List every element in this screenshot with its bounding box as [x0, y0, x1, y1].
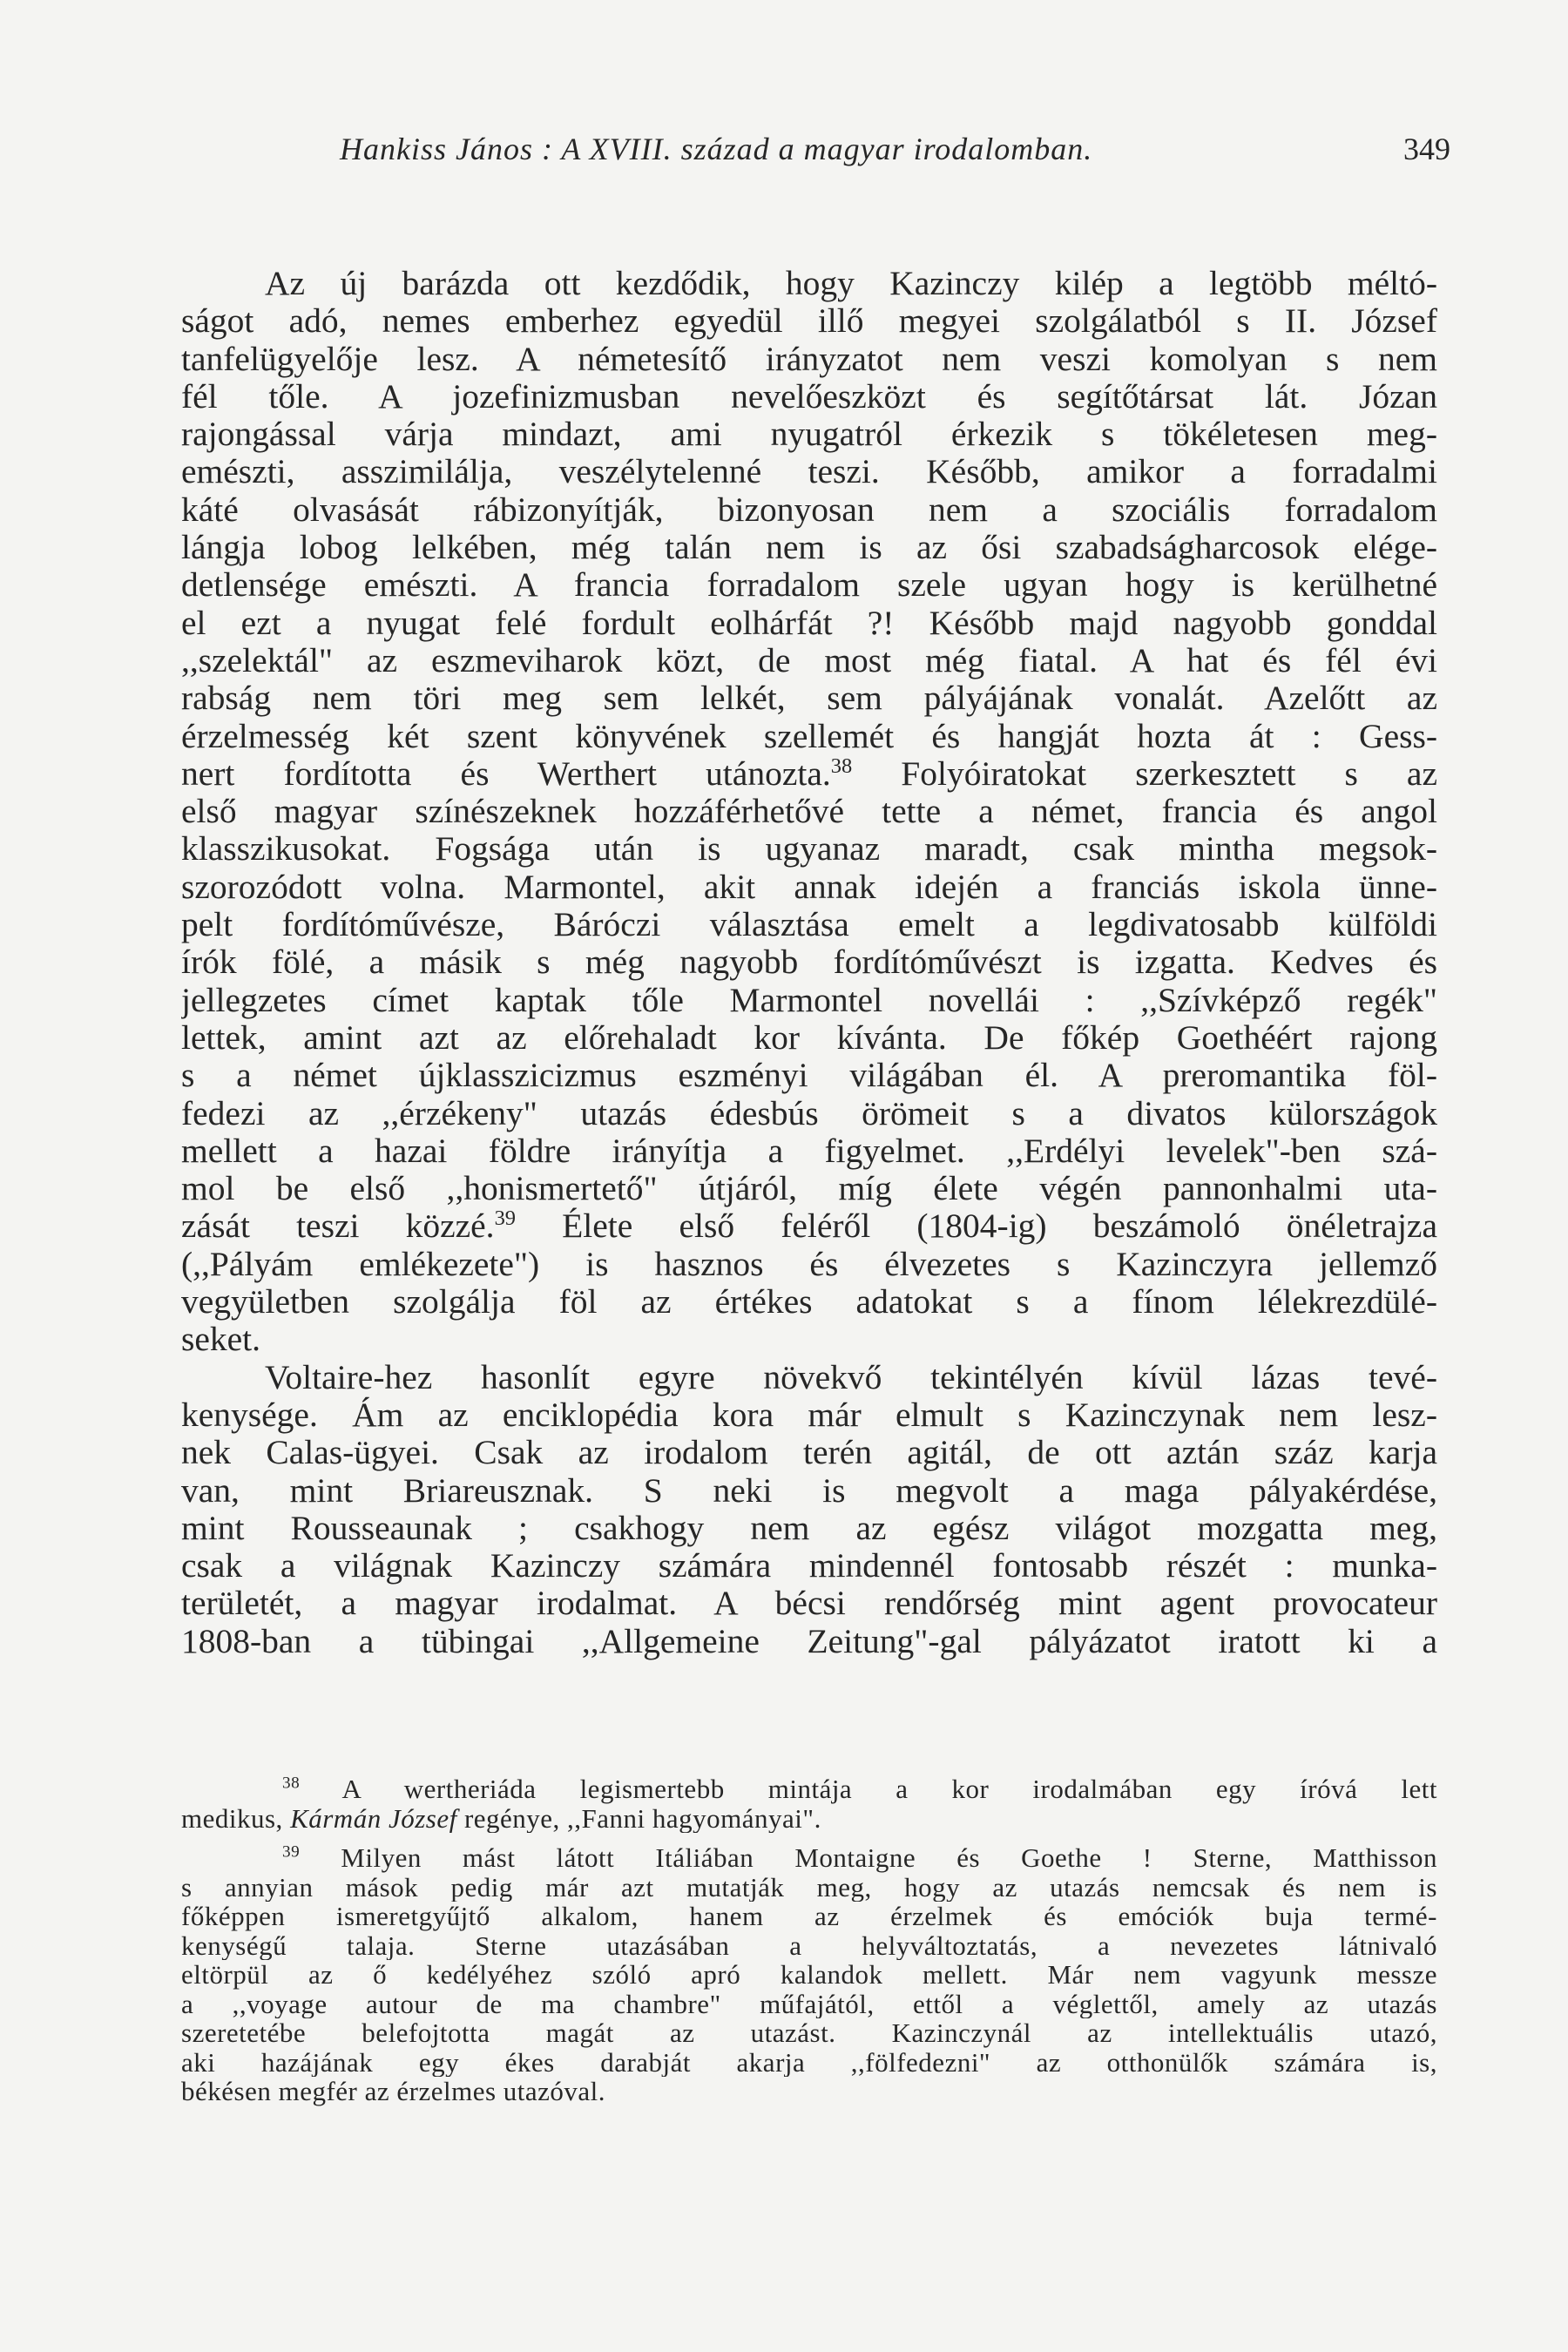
- text-line: szorozódott volna. Marmontel, akit annak idején a franciás iskola ünne-: [181, 868, 1437, 906]
- text-line: káté olvasását rábizonyítják, bizonyosan nem a szociális forradalom: [181, 490, 1437, 529]
- page-number: 349: [1403, 132, 1450, 166]
- text-line: fél tőle. A jozefinizmusban nevelőeszközt és segítőtársat lát. Józan: [181, 377, 1437, 416]
- text-line: mellett a hazai földre irányítja a figyelmet. ,,Erdélyi levelek"-ben szá-: [181, 1132, 1437, 1170]
- footnote-39-line: eltörpül az ő kedélyéhez szóló apró kalandok mellett. Már nem vagyunk messze: [181, 1960, 1437, 1990]
- footnote-39-line: békésen megfér az érzelmes utazóval.: [181, 2077, 606, 2106]
- text-line: lettek, amint azt az előrehaladt kor kívánta. De főkép Goethéért rajong: [181, 1018, 1437, 1057]
- text-segment: Milyen mást látott Itáliában Montaigne és Goethe ! Sterne, Matthisson: [300, 1843, 1437, 1873]
- text-segment: regénye, ,,Fanni hagyományai".: [456, 1803, 821, 1833]
- text-line: kenysége. Ám az enciklopédia kora már elmult s Kazinczynak nem lesz-: [181, 1396, 1437, 1434]
- text-line: nek Calas-ügyei. Csak az irodalom terén agitál, de ott aztán száz karja: [181, 1434, 1437, 1472]
- text-line: tanfelügyelője lesz. A németesítő irányzatot nem veszi komolyan s nem: [181, 340, 1437, 378]
- text-line: érzelmesség két szent könyvének szellemét és hangját hozta át : Gess-: [181, 717, 1437, 755]
- footnote-38-line: [181, 1804, 1437, 1834]
- text-segment: zását teszi közzé.: [181, 1207, 495, 1246]
- text-line: Voltaire-hez hasonlít egyre növekvő tekintélyén kívül lázas tevé-: [265, 1358, 1437, 1396]
- text-line: területét, a magyar irodalmat. A bécsi rendőrség mint agent provocateur: [181, 1585, 1437, 1623]
- running-title: Hankiss János : A XVIII. század a magyar irodalomban.: [340, 132, 1093, 166]
- footnote-mark-38: 38: [282, 1774, 301, 1793]
- text-line: mol be első ,,honismertető" útjáról, míg élete végén pannonhalmi uta-: [181, 1170, 1437, 1208]
- text-line: ságot adó, nemes emberhez egyedül illő megyei szolgálatból s II. József: [181, 302, 1437, 341]
- main-text: [181, 265, 1437, 1660]
- text-line: vegyületben szolgálja föl az értékes adatokat s a fínom lélekrezdülé-: [181, 1283, 1437, 1321]
- text-line: (,,Pályám emlékezete") is hasznos és élvezetes s Kazinczyra jellemző: [181, 1245, 1437, 1283]
- footnote-39-line: [181, 1843, 1437, 1873]
- text-line: detlensége emészti. A francia forradalom szele ugyan hogy is kerülhetné: [181, 566, 1437, 605]
- text-line: van, mint Briareusznak. S neki is megvolt a maga pályakérdése,: [181, 1471, 1437, 1510]
- text-line: [181, 755, 1437, 793]
- footnote-39-line: főképpen ismeretgyűjtő alkalom, hanem az érzelmek és emóciók buja termé-: [181, 1902, 1437, 1931]
- text-line: rajongással várja mindazt, ami nyugatról érkezik s tökéletesen meg-: [181, 416, 1437, 454]
- text-line: ,,szelektál" az eszmeviharok közt, de most még fiatal. A hat és fél évi: [181, 641, 1437, 679]
- text-segment: medikus,: [181, 1803, 291, 1833]
- text-line: el ezt a nyugat felé fordult eolhárfát ?! Később majd nagyobb gonddal: [181, 604, 1437, 642]
- footnote-mark-39: 39: [282, 1843, 301, 1862]
- text-segment: Élete első feléről (1804-ig) beszámoló önéletrajza: [516, 1207, 1437, 1246]
- author-name: Kármán József: [290, 1803, 457, 1833]
- text-line: lángja lobog lelkében, még talán nem is az ősi szabadságharcosok elége-: [181, 529, 1437, 567]
- text-segment: nert fordította és Werthert utánozta.: [181, 754, 831, 793]
- text-line: emészti, asszimilálja, veszélytelenné teszi. Később, amikor a forradalmi: [181, 453, 1437, 491]
- text-line: 1808-ban a tübingai ,,Allgemeine Zeitung"-gal pályázatot iratott ki a: [181, 1622, 1437, 1660]
- footnote-39-line: szeretetébe belefojtotta magát az utazást. Kazinczynál az intellektuális utazó,: [181, 2018, 1437, 2048]
- text-line: s a német újklasszicizmus eszményi világában él. A preromantika föl-: [181, 1057, 1437, 1095]
- footnote-39-line: kenységű talaja. Sterne utazásában a helyváltoztatás, a nevezetes látnivaló: [181, 1930, 1437, 1960]
- text-line: klasszikusokat. Fogsága után is ugyanaz maradt, csak mintha megsok-: [181, 830, 1437, 868]
- text-line: fedezi az ,,érzékeny" utazás édesbús örömeit s a divatos külországok: [181, 1094, 1437, 1132]
- text-line: mint Rousseaunak ; csakhogy nem az egész világot mozgatta meg,: [181, 1509, 1437, 1547]
- footnotes: [181, 1774, 1437, 2106]
- footnote-39-line: aki hazájának egy ékes darabját akarja ,,fölfedezni" az otthonülők számára is,: [181, 2047, 1437, 2077]
- text-line: pelt fordítóművésze, Báróczi választása emelt a legdivatosabb külföldi: [181, 906, 1437, 944]
- text-line: jellegzetes címet kaptak tőle Marmontel novellái : ,,Szívképző regék": [181, 981, 1437, 1019]
- footnote-38-line: [181, 1774, 1437, 1804]
- footnote-39-line: a ,,voyage autour de ma chambre" műfajától, ettől a véglettől, amely az utazás: [181, 1989, 1437, 2018]
- text-line: Az új barázda ott kezdődik, hogy Kazinczy kilép a legtöbb méltó-: [265, 265, 1437, 302]
- page-header: [340, 131, 1450, 183]
- text-line: csak a világnak Kazinczy számára mindennél fontosabb részét : munka-: [181, 1547, 1437, 1585]
- footnote-ref-39: 39: [494, 1207, 517, 1231]
- text-line: írók fölé, a másik s még nagyobb fordítóművészt is izgatta. Kedves és: [181, 943, 1437, 982]
- text-line: rabság nem töri meg sem lelkét, sem pályájának vonalát. Azelőtt az: [181, 679, 1437, 718]
- text-line: [181, 1207, 1437, 1245]
- text-segment: A wertheriáda legismertebb mintája a kor irodalmában egy íróvá lett: [300, 1774, 1437, 1804]
- text-segment: Folyóiratokat szerkesztett s az: [852, 754, 1437, 793]
- footnote-ref-38: 38: [830, 754, 853, 778]
- footnote-39-line: s annyian mások pedig már azt mutatják meg, hogy az utazás nemcsak és nem is: [181, 1872, 1437, 1902]
- text-line: seket.: [181, 1321, 261, 1359]
- text-line: első magyar színészeknek hozzáférhetővé tette a német, francia és angol: [181, 793, 1437, 831]
